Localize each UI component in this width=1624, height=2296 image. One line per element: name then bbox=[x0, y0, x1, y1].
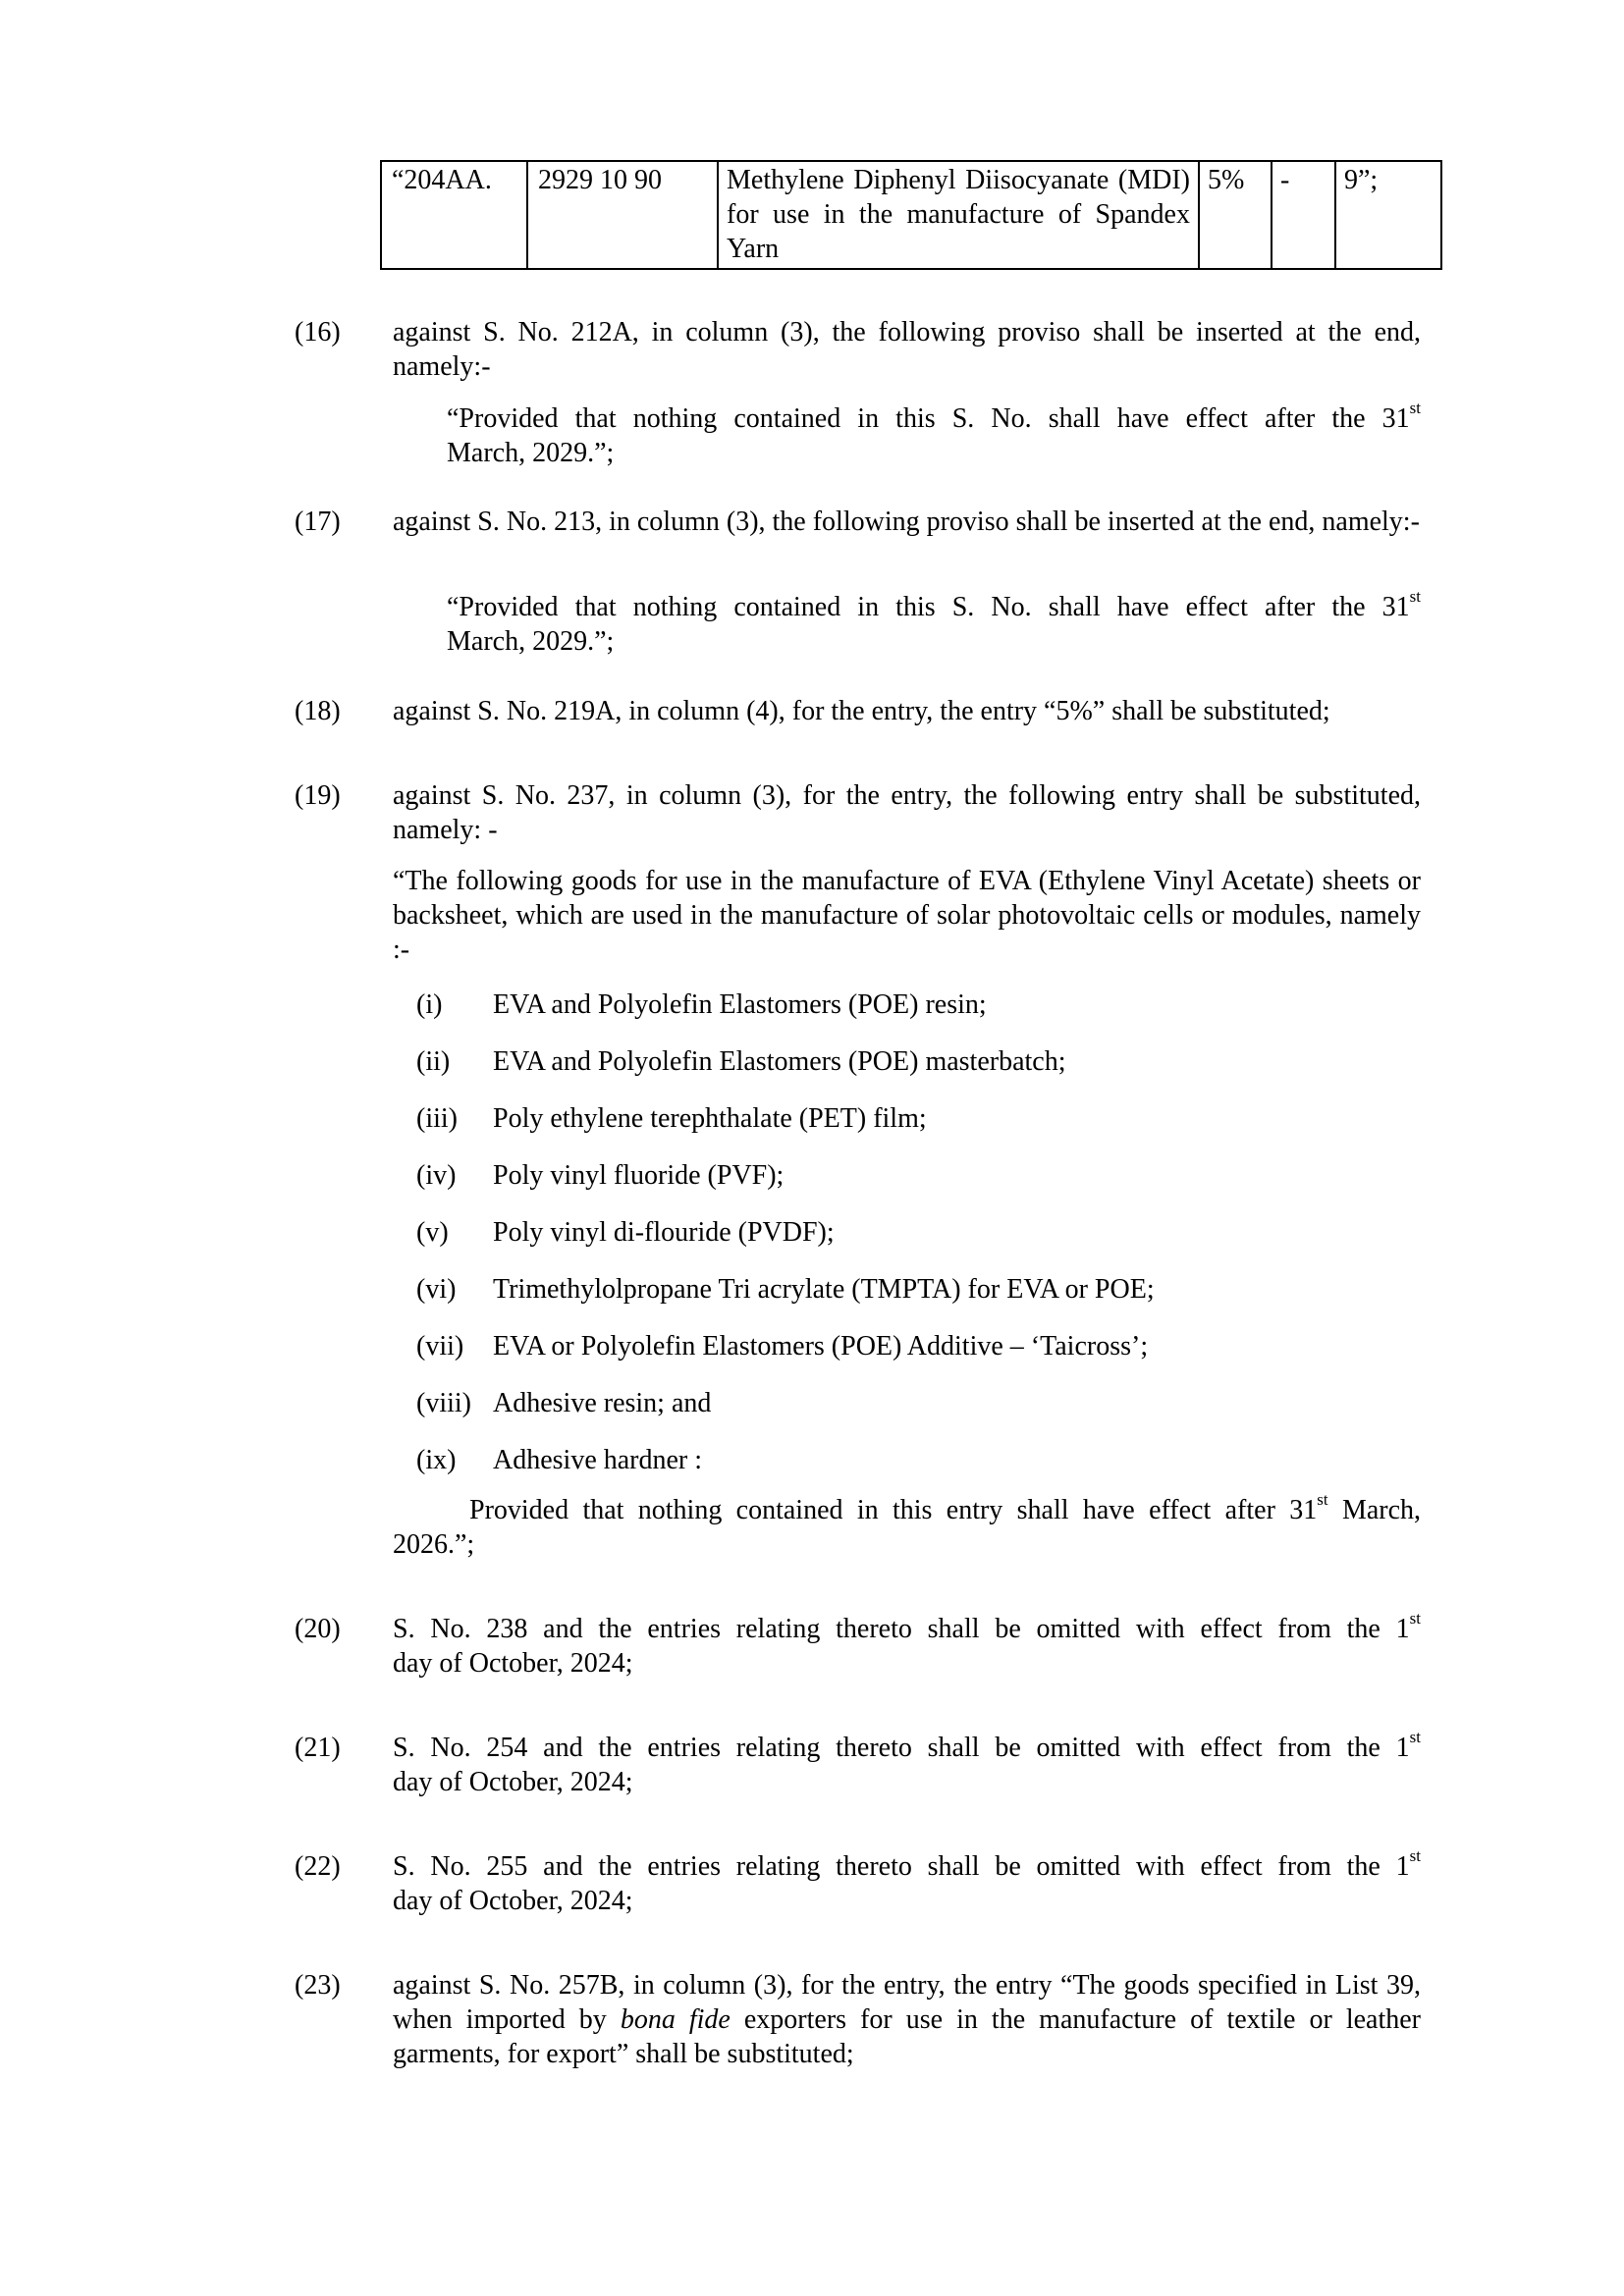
list-item-text: EVA and Polyolefin Elastomers (POE) masterbatch; bbox=[493, 1046, 1066, 1077]
list-item-text: Adhesive resin; and bbox=[493, 1388, 712, 1418]
item-text-continued: exporters for use in the manufacture of textile or leather garments, for export” shall be substituted; bbox=[393, 2004, 1421, 2069]
list-item-text: Trimethylolpropane Tri acrylate (TMPTA) for EVA or POE; bbox=[493, 1274, 1155, 1305]
item-text-continued: day of October, 2024; bbox=[393, 1648, 633, 1679]
item-text: against S. No. 219A, in column (4), for the entry, the entry “5%” shall be substituted; bbox=[393, 696, 1330, 726]
item-text: against S. No. 237, in column (3), for the entry, the following entry shall be substituted, namely: - bbox=[393, 780, 1421, 845]
item-number: (20) bbox=[295, 1614, 341, 1644]
table-row bbox=[381, 161, 1441, 269]
ordinal-suffix: st bbox=[1317, 1489, 1328, 1509]
rate-cell: 5% bbox=[1199, 161, 1272, 269]
list-item-number: (ix) bbox=[416, 1445, 457, 1475]
list-item-number: (iv) bbox=[416, 1160, 457, 1191]
proviso-text: “Provided that nothing contained in this S. No. shall have effect after the 31 bbox=[447, 592, 1410, 622]
item-number: (22) bbox=[295, 1851, 341, 1882]
list-item-number: (v) bbox=[416, 1217, 449, 1248]
proviso-date: March, 2029.”; bbox=[447, 626, 615, 657]
list-item-number: (iii) bbox=[416, 1103, 458, 1134]
proviso-date: 2026.”; bbox=[393, 1529, 475, 1560]
list-item-number: (i) bbox=[416, 989, 443, 1020]
ordinal-suffix: st bbox=[1409, 1608, 1421, 1628]
list-item-number: (viii) bbox=[416, 1388, 471, 1418]
proviso-text: “Provided that nothing contained in this S. No. shall have effect after the 31 bbox=[447, 403, 1410, 434]
proviso-16 bbox=[447, 398, 1421, 470]
substituted-entry-intro: “The following goods for use in the manufacture of EVA (Ethylene Vinyl Acetate) sheets or backsheet, which are used in the manufacture of solar photovoltaic cells or modules, namely :- bbox=[393, 866, 1421, 965]
item-text: S. No. 238 and the entries relating thereto shall be omitted with effect from the 1 bbox=[393, 1614, 1410, 1644]
tariff-entry-table bbox=[380, 160, 1442, 270]
item-number: (18) bbox=[295, 696, 341, 726]
list-item-text: Poly vinyl fluoride (PVF); bbox=[493, 1160, 785, 1191]
description-cell: Methylene Diphenyl Diisocyanate (MDI) for use in the manufacture of Spandex Yarn bbox=[718, 161, 1199, 269]
item-text: against S. No. 257B, in column (3), for the entry, the entry “The goods specified in List 39, when imported by bbox=[393, 1970, 1421, 2035]
proviso-date: March, 2029.”; bbox=[447, 438, 615, 468]
item-text: S. No. 255 and the entries relating thereto shall be omitted with effect from the 1 bbox=[393, 1851, 1410, 1882]
item-text-continued: day of October, 2024; bbox=[393, 1767, 633, 1797]
list-item-text: Adhesive hardner : bbox=[493, 1445, 703, 1475]
ordinal-suffix: st bbox=[1409, 1845, 1421, 1865]
ordinal-suffix: st bbox=[1409, 398, 1421, 417]
item-number: (17) bbox=[295, 507, 341, 537]
proviso-month: March, bbox=[1341, 1495, 1422, 1525]
ordinal-suffix: st bbox=[1409, 586, 1421, 606]
serial-number-cell: “204AA. bbox=[381, 161, 527, 269]
list-item-number: (ii) bbox=[416, 1046, 451, 1077]
proviso-text: Provided that nothing contained in this entry shall have effect after 31 bbox=[469, 1495, 1318, 1525]
item-text: against S. No. 212A, in column (3), the following proviso shall be inserted at the end, namely:- bbox=[393, 317, 1421, 382]
tariff-heading-cell: 2929 10 90 bbox=[527, 161, 718, 269]
item-text-continued: day of October, 2024; bbox=[393, 1886, 633, 1916]
proviso-17 bbox=[447, 586, 1421, 659]
list-item-text: EVA or Polyolefin Elastomers (POE) Additive – ‘Taicross’; bbox=[493, 1331, 1149, 1362]
list-item-text: Poly vinyl di-flouride (PVDF); bbox=[493, 1217, 835, 1248]
igst-cell: - bbox=[1272, 161, 1335, 269]
list-item-text: Poly ethylene terephthalate (PET) film; bbox=[493, 1103, 927, 1134]
item-number: (23) bbox=[295, 1970, 341, 2001]
condition-cell: 9”; bbox=[1335, 161, 1441, 269]
list-item-number: (vii) bbox=[416, 1331, 464, 1362]
item-number: (16) bbox=[295, 317, 341, 347]
item-text: against S. No. 213, in column (3), the following proviso shall be inserted at the end, namely:- bbox=[393, 507, 1420, 537]
item-number: (21) bbox=[295, 1733, 341, 1763]
list-item-text: EVA and Polyolefin Elastomers (POE) resin; bbox=[493, 989, 987, 1020]
item-number: (19) bbox=[295, 780, 341, 811]
italic-phrase: bona fide bbox=[620, 2004, 731, 2035]
ordinal-suffix: st bbox=[1409, 1727, 1421, 1746]
item-text: S. No. 254 and the entries relating thereto shall be omitted with effect from the 1 bbox=[393, 1733, 1410, 1763]
proviso-19 bbox=[393, 1489, 1422, 1562]
list-item-number: (vi) bbox=[416, 1274, 457, 1305]
